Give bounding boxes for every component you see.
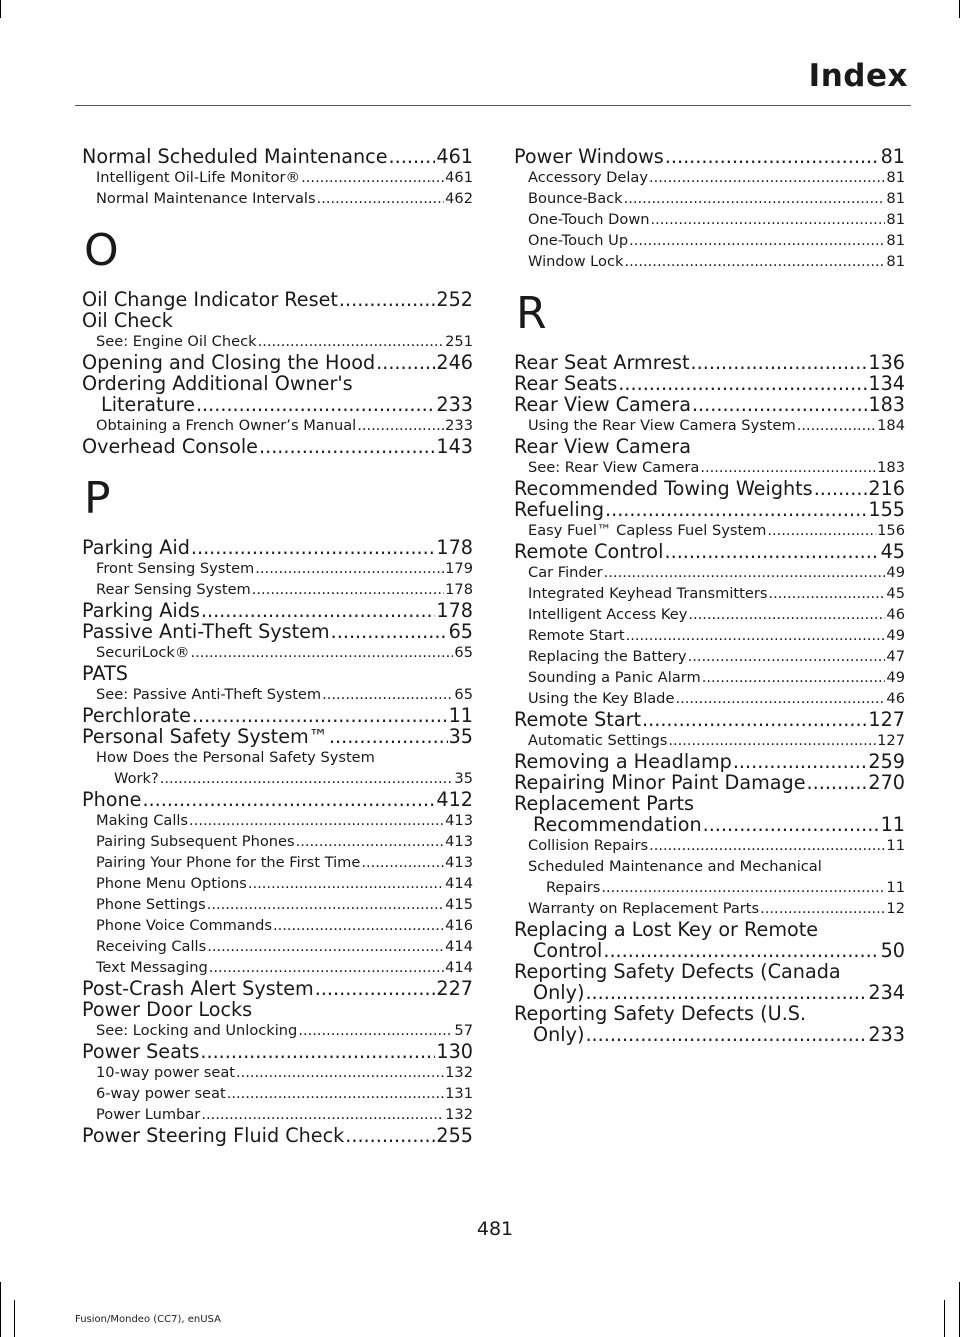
index-subentry bbox=[514, 230, 905, 251]
index-subentry bbox=[514, 251, 905, 272]
section-letter: P bbox=[84, 473, 111, 524]
dot-leader bbox=[624, 188, 886, 209]
index-heading: Ordering Additional Owner's bbox=[82, 372, 353, 395]
entry-label: Obtaining a French Owner’s Manual bbox=[96, 417, 357, 434]
index-subentry bbox=[514, 667, 905, 688]
index-entry bbox=[82, 705, 473, 726]
dot-leader bbox=[142, 789, 435, 810]
index-entry bbox=[514, 814, 905, 835]
dot-leader bbox=[361, 852, 444, 873]
dot-leader bbox=[665, 541, 880, 562]
entry-label: 6-way power seat bbox=[96, 1085, 226, 1102]
dot-leader bbox=[298, 1020, 453, 1041]
entry-page-number: 234 bbox=[868, 981, 905, 1004]
dot-leader bbox=[339, 289, 435, 310]
index-entry bbox=[514, 772, 905, 793]
entry-page-number: 49 bbox=[886, 669, 905, 686]
dot-leader bbox=[668, 730, 876, 751]
index-subentry bbox=[82, 852, 473, 873]
dot-leader bbox=[227, 1083, 444, 1104]
entry-label: Personal Safety System™ bbox=[82, 725, 328, 748]
index-entry bbox=[514, 373, 905, 394]
entry-page-number: 127 bbox=[877, 732, 905, 749]
entry-page-number: 413 bbox=[445, 833, 473, 850]
entry-page-number: 178 bbox=[445, 581, 473, 598]
entry-page-number: 233 bbox=[436, 393, 473, 416]
index-subentry bbox=[82, 558, 473, 579]
page-number: 481 bbox=[476, 1218, 514, 1240]
index-heading: Rear View Camera bbox=[514, 435, 691, 458]
crop-mark bbox=[944, 1300, 945, 1337]
index-entry bbox=[82, 394, 473, 415]
dot-leader bbox=[357, 415, 444, 436]
index-subentry bbox=[82, 768, 473, 789]
page-title: Index bbox=[808, 58, 908, 94]
entry-page-number: 143 bbox=[436, 435, 473, 458]
entry-label: See: Engine Oil Check bbox=[96, 333, 257, 350]
index-entry bbox=[514, 352, 905, 373]
dot-leader bbox=[624, 251, 885, 272]
index-subentry bbox=[82, 831, 473, 852]
entry-page-number: 183 bbox=[868, 393, 905, 416]
index-subentry bbox=[82, 873, 473, 894]
entry-label: Opening and Closing the Hood bbox=[82, 351, 376, 374]
dot-leader bbox=[642, 709, 867, 730]
index-heading: Reporting Safety Defects (U.S. bbox=[514, 1002, 807, 1025]
entry-page-number: 131 bbox=[445, 1085, 473, 1102]
index-subentry bbox=[82, 957, 473, 978]
index-subentry bbox=[514, 188, 905, 209]
dot-leader bbox=[733, 751, 868, 772]
entry-label: Warranty on Replacement Parts bbox=[528, 900, 760, 917]
entry-label: Phone Voice Commands bbox=[96, 917, 272, 934]
entry-page-number: 134 bbox=[868, 372, 905, 395]
dot-leader bbox=[601, 877, 885, 898]
index-subentry bbox=[82, 810, 473, 831]
dot-leader bbox=[329, 726, 448, 747]
index-subentry bbox=[82, 579, 473, 600]
entry-label: Phone bbox=[82, 788, 142, 811]
index-entry bbox=[514, 478, 905, 499]
index-subentry bbox=[514, 583, 905, 604]
entry-label: See: Locking and Unlocking bbox=[96, 1022, 298, 1039]
index-entry bbox=[82, 146, 473, 167]
index-entry bbox=[514, 1024, 905, 1045]
entry-page-number: 178 bbox=[436, 599, 473, 622]
entry-label: Making Calls bbox=[96, 812, 189, 829]
entry-page-number: 12 bbox=[886, 900, 905, 917]
entry-label: Only) bbox=[533, 1023, 585, 1046]
index-entry bbox=[82, 621, 473, 642]
index-subentry bbox=[514, 562, 905, 583]
crop-mark bbox=[0, 1282, 1, 1337]
entry-page-number: 35 bbox=[448, 725, 473, 748]
dot-leader bbox=[389, 146, 436, 167]
dot-leader bbox=[345, 1125, 435, 1146]
dot-leader bbox=[255, 558, 444, 579]
dot-leader bbox=[376, 352, 435, 373]
index-heading: Replacing a Lost Key or Remote bbox=[514, 918, 819, 941]
dot-leader bbox=[192, 705, 448, 726]
entry-page-number: 156 bbox=[877, 522, 905, 539]
entry-page-number: 46 bbox=[886, 690, 905, 707]
entry-label: See: Rear View Camera bbox=[528, 459, 700, 476]
entry-page-number: 461 bbox=[436, 145, 473, 168]
index-entry bbox=[82, 726, 473, 747]
entry-label: Power Lumbar bbox=[96, 1106, 201, 1123]
index-subentry bbox=[514, 167, 905, 188]
entry-label: Recommendation bbox=[533, 813, 702, 836]
entry-label: Pairing Subsequent Phones bbox=[96, 833, 295, 850]
dot-leader bbox=[649, 835, 885, 856]
index-subentry bbox=[82, 915, 473, 936]
entry-page-number: 414 bbox=[445, 959, 473, 976]
entry-label: Power Steering Fluid Check bbox=[82, 1124, 345, 1147]
entry-label: Work? bbox=[114, 770, 159, 787]
index-subentry bbox=[514, 520, 905, 541]
index-subentry bbox=[82, 331, 473, 352]
index-subentry bbox=[514, 625, 905, 646]
dot-leader bbox=[248, 873, 444, 894]
entry-page-number: 233 bbox=[445, 417, 473, 434]
index-subentry bbox=[514, 835, 905, 856]
entry-label: Replacing the Battery bbox=[528, 648, 687, 665]
entry-page-number: 227 bbox=[436, 977, 473, 1000]
entry-label: Overhead Console bbox=[82, 435, 258, 458]
dot-leader bbox=[322, 684, 453, 705]
dot-leader bbox=[691, 352, 868, 373]
entry-page-number: 255 bbox=[436, 1124, 473, 1147]
entry-label: Normal Maintenance Intervals bbox=[96, 190, 316, 207]
entry-label: Only) bbox=[533, 981, 585, 1004]
dot-leader bbox=[196, 394, 435, 415]
entry-page-number: 81 bbox=[880, 145, 905, 168]
index-heading: PATS bbox=[82, 662, 128, 685]
entry-label: 10-way power seat bbox=[96, 1064, 235, 1081]
index-subentry bbox=[514, 604, 905, 625]
entry-page-number: 81 bbox=[886, 232, 905, 249]
dot-leader bbox=[258, 331, 445, 352]
dot-leader bbox=[702, 667, 886, 688]
dot-leader bbox=[200, 1041, 435, 1062]
index-entry bbox=[514, 394, 905, 415]
dot-leader bbox=[209, 957, 444, 978]
dot-leader bbox=[618, 373, 867, 394]
entry-label: Window Lock bbox=[528, 253, 624, 270]
dot-leader bbox=[605, 499, 867, 520]
dot-leader bbox=[767, 520, 876, 541]
entry-page-number: 81 bbox=[886, 211, 905, 228]
entry-label: Bounce-Back bbox=[528, 190, 623, 207]
index-entry bbox=[514, 541, 905, 562]
dot-leader bbox=[201, 1104, 444, 1125]
dot-leader bbox=[692, 394, 867, 415]
dot-leader bbox=[651, 209, 886, 230]
entry-page-number: 413 bbox=[445, 854, 473, 871]
entry-label: Normal Scheduled Maintenance bbox=[82, 145, 388, 168]
entry-label: See: Passive Anti-Theft System bbox=[96, 686, 322, 703]
entry-label: Remote Control bbox=[514, 540, 664, 563]
dot-leader bbox=[807, 772, 868, 793]
index-subentry bbox=[82, 1083, 473, 1104]
entry-page-number: 413 bbox=[445, 812, 473, 829]
entry-page-number: 81 bbox=[886, 190, 905, 207]
entry-label: Using the Rear View Camera System bbox=[528, 417, 796, 434]
entry-page-number: 462 bbox=[445, 190, 473, 207]
dot-leader bbox=[797, 415, 876, 436]
index-column-left bbox=[82, 146, 473, 1146]
index-subentry bbox=[514, 730, 905, 751]
dot-leader bbox=[700, 457, 876, 478]
entry-page-number: 259 bbox=[868, 750, 905, 773]
dot-leader bbox=[301, 167, 444, 188]
entry-label: Text Messaging bbox=[96, 959, 208, 976]
header-divider bbox=[75, 105, 911, 106]
index-subentry bbox=[82, 684, 473, 705]
dot-leader bbox=[703, 814, 880, 835]
dot-leader bbox=[296, 831, 445, 852]
entry-page-number: 11 bbox=[448, 704, 473, 727]
entry-label: Collision Repairs bbox=[528, 837, 649, 854]
entry-page-number: 65 bbox=[448, 620, 473, 643]
dot-leader bbox=[160, 768, 454, 789]
entry-label: Parking Aid bbox=[82, 536, 190, 559]
dot-leader bbox=[191, 537, 436, 558]
index-subentry bbox=[514, 457, 905, 478]
index-heading: Reporting Safety Defects (Canada bbox=[514, 960, 841, 983]
index-heading: Oil Check bbox=[82, 309, 173, 332]
index-subheading: Scheduled Maintenance and Mechanical bbox=[528, 858, 822, 875]
dot-leader bbox=[604, 562, 886, 583]
index-heading: Power Door Locks bbox=[82, 998, 253, 1021]
entry-page-number: 132 bbox=[445, 1106, 473, 1123]
index-subentry bbox=[82, 1020, 473, 1041]
entry-page-number: 49 bbox=[886, 627, 905, 644]
index-subentry bbox=[82, 188, 473, 209]
entry-label: Integrated Keyhead Transmitters bbox=[528, 585, 768, 602]
index-subentry bbox=[82, 642, 473, 663]
entry-label: Passive Anti-Theft System bbox=[82, 620, 330, 643]
dot-leader bbox=[259, 436, 435, 457]
dot-leader bbox=[207, 894, 444, 915]
entry-page-number: 246 bbox=[436, 351, 473, 374]
dot-leader bbox=[665, 146, 880, 167]
entry-label: Recommended Towing Weights bbox=[514, 477, 813, 500]
section-letter: R bbox=[516, 288, 547, 339]
index-entry bbox=[82, 789, 473, 810]
entry-page-number: 81 bbox=[886, 169, 905, 186]
entry-label: Remote Start bbox=[514, 708, 642, 731]
index-subentry bbox=[514, 646, 905, 667]
entry-page-number: 178 bbox=[436, 536, 473, 559]
index-subentry bbox=[514, 209, 905, 230]
entry-page-number: 11 bbox=[886, 837, 905, 854]
entry-page-number: 270 bbox=[868, 771, 905, 794]
index-entry bbox=[82, 352, 473, 373]
entry-label: Sounding a Panic Alarm bbox=[528, 669, 701, 686]
entry-page-number: 461 bbox=[445, 169, 473, 186]
entry-page-number: 415 bbox=[445, 896, 473, 913]
entry-page-number: 132 bbox=[445, 1064, 473, 1081]
entry-label: Control bbox=[533, 939, 603, 962]
entry-page-number: 155 bbox=[868, 498, 905, 521]
entry-label: Pairing Your Phone for the First Time bbox=[96, 854, 361, 871]
entry-label: Rear Sensing System bbox=[96, 581, 251, 598]
index-subentry bbox=[514, 415, 905, 436]
dot-leader bbox=[252, 579, 444, 600]
index-subentry bbox=[514, 877, 905, 898]
entry-label: Repairs bbox=[546, 879, 601, 896]
entry-page-number: 252 bbox=[436, 288, 473, 311]
index-entry bbox=[514, 982, 905, 1003]
entry-page-number: 45 bbox=[880, 540, 905, 563]
entry-label: Using the Key Blade bbox=[528, 690, 675, 707]
entry-label: Phone Settings bbox=[96, 896, 206, 913]
entry-page-number: 183 bbox=[877, 459, 905, 476]
entry-label: Rear Seat Armrest bbox=[514, 351, 690, 374]
index-entry bbox=[514, 940, 905, 961]
crop-mark bbox=[14, 1300, 15, 1337]
index-entry bbox=[514, 751, 905, 772]
entry-label: Easy Fuel™ Capless Fuel System bbox=[528, 522, 767, 539]
dot-leader bbox=[317, 188, 445, 209]
entry-label: Perchlorate bbox=[82, 704, 191, 727]
dot-leader bbox=[331, 621, 448, 642]
entry-label: Oil Change Indicator Reset bbox=[82, 288, 338, 311]
dot-leader bbox=[189, 810, 444, 831]
dot-leader bbox=[585, 982, 867, 1003]
index-entry bbox=[82, 600, 473, 621]
entry-page-number: 49 bbox=[886, 564, 905, 581]
index-subentry bbox=[514, 688, 905, 709]
index-entry bbox=[82, 1041, 473, 1062]
dot-leader bbox=[603, 940, 879, 961]
dot-leader bbox=[768, 583, 885, 604]
dot-leader bbox=[626, 625, 886, 646]
dot-leader bbox=[675, 688, 885, 709]
entry-page-number: 11 bbox=[880, 813, 905, 836]
dot-leader bbox=[190, 642, 453, 663]
dot-leader bbox=[201, 600, 436, 621]
index-subentry bbox=[514, 898, 905, 919]
entry-label: Power Windows bbox=[514, 145, 664, 168]
entry-page-number: 136 bbox=[868, 351, 905, 374]
dot-leader bbox=[629, 230, 885, 251]
entry-page-number: 81 bbox=[886, 253, 905, 270]
index-subentry bbox=[82, 1104, 473, 1125]
entry-label: Receiving Calls bbox=[96, 938, 207, 955]
index-entry bbox=[82, 537, 473, 558]
index-entry bbox=[82, 978, 473, 999]
entry-page-number: 35 bbox=[454, 770, 473, 787]
dot-leader bbox=[315, 978, 436, 999]
entry-label: Removing a Headlamp bbox=[514, 750, 732, 773]
dot-leader bbox=[273, 915, 444, 936]
index-entry bbox=[514, 709, 905, 730]
dot-leader bbox=[688, 646, 886, 667]
entry-page-number: 251 bbox=[445, 333, 473, 350]
entry-label: Rear Seats bbox=[514, 372, 618, 395]
entry-label: Literature bbox=[101, 393, 195, 416]
entry-label: One-Touch Up bbox=[528, 232, 629, 249]
entry-label: Automatic Settings bbox=[528, 732, 668, 749]
entry-page-number: 179 bbox=[445, 560, 473, 577]
entry-label: Accessory Delay bbox=[528, 169, 649, 186]
index-entry bbox=[82, 289, 473, 310]
entry-label: Remote Start bbox=[528, 627, 625, 644]
dot-leader bbox=[814, 478, 868, 499]
entry-label: Phone Menu Options bbox=[96, 875, 247, 892]
entry-label: Refueling bbox=[514, 498, 604, 521]
dot-leader bbox=[688, 604, 885, 625]
entry-page-number: 414 bbox=[445, 875, 473, 892]
index-entry bbox=[514, 499, 905, 520]
entry-label: Intelligent Oil-Life Monitor® bbox=[96, 169, 301, 186]
index-subentry bbox=[82, 167, 473, 188]
entry-page-number: 45 bbox=[886, 585, 905, 602]
dot-leader bbox=[236, 1062, 444, 1083]
entry-page-number: 416 bbox=[445, 917, 473, 934]
entry-label: Intelligent Access Key bbox=[528, 606, 688, 623]
entry-page-number: 216 bbox=[868, 477, 905, 500]
section-letter: O bbox=[84, 225, 119, 276]
entry-page-number: 65 bbox=[454, 644, 473, 661]
index-subentry bbox=[82, 415, 473, 436]
index-entry bbox=[82, 436, 473, 457]
entry-label: Front Sensing System bbox=[96, 560, 255, 577]
entry-label: One-Touch Down bbox=[528, 211, 650, 228]
entry-page-number: 412 bbox=[436, 788, 473, 811]
entry-page-number: 57 bbox=[454, 1022, 473, 1039]
index-subentry bbox=[82, 894, 473, 915]
index-entry bbox=[514, 146, 905, 167]
entry-page-number: 47 bbox=[886, 648, 905, 665]
entry-label: Post-Crash Alert System bbox=[82, 977, 314, 1000]
entry-label: Rear View Camera bbox=[514, 393, 691, 416]
index-entry bbox=[82, 1125, 473, 1146]
entry-page-number: 127 bbox=[868, 708, 905, 731]
entry-label: Parking Aids bbox=[82, 599, 200, 622]
crop-mark bbox=[0, 0, 1, 18]
entry-label: Power Seats bbox=[82, 1040, 200, 1063]
entry-page-number: 65 bbox=[454, 686, 473, 703]
entry-page-number: 233 bbox=[868, 1023, 905, 1046]
dot-leader bbox=[207, 936, 444, 957]
entry-page-number: 46 bbox=[886, 606, 905, 623]
index-subentry bbox=[82, 936, 473, 957]
index-subentry bbox=[82, 1062, 473, 1083]
dot-leader bbox=[585, 1024, 867, 1045]
entry-label: Car Finder bbox=[528, 564, 603, 581]
dot-leader bbox=[760, 898, 885, 919]
index-subheading: How Does the Personal Safety System bbox=[96, 749, 375, 766]
dot-leader bbox=[649, 167, 885, 188]
entry-label: SecuriLock® bbox=[96, 644, 190, 661]
entry-label: Repairing Minor Paint Damage bbox=[514, 771, 806, 794]
entry-page-number: 50 bbox=[880, 939, 905, 962]
footer-model-code: Fusion/Mondeo (CC7), enUSA bbox=[75, 1314, 221, 1325]
index-column-right bbox=[514, 146, 905, 1045]
entry-page-number: 130 bbox=[436, 1040, 473, 1063]
entry-page-number: 11 bbox=[886, 879, 905, 896]
index-heading: Replacement Parts bbox=[514, 792, 695, 815]
entry-page-number: 414 bbox=[445, 938, 473, 955]
entry-page-number: 184 bbox=[877, 417, 905, 434]
